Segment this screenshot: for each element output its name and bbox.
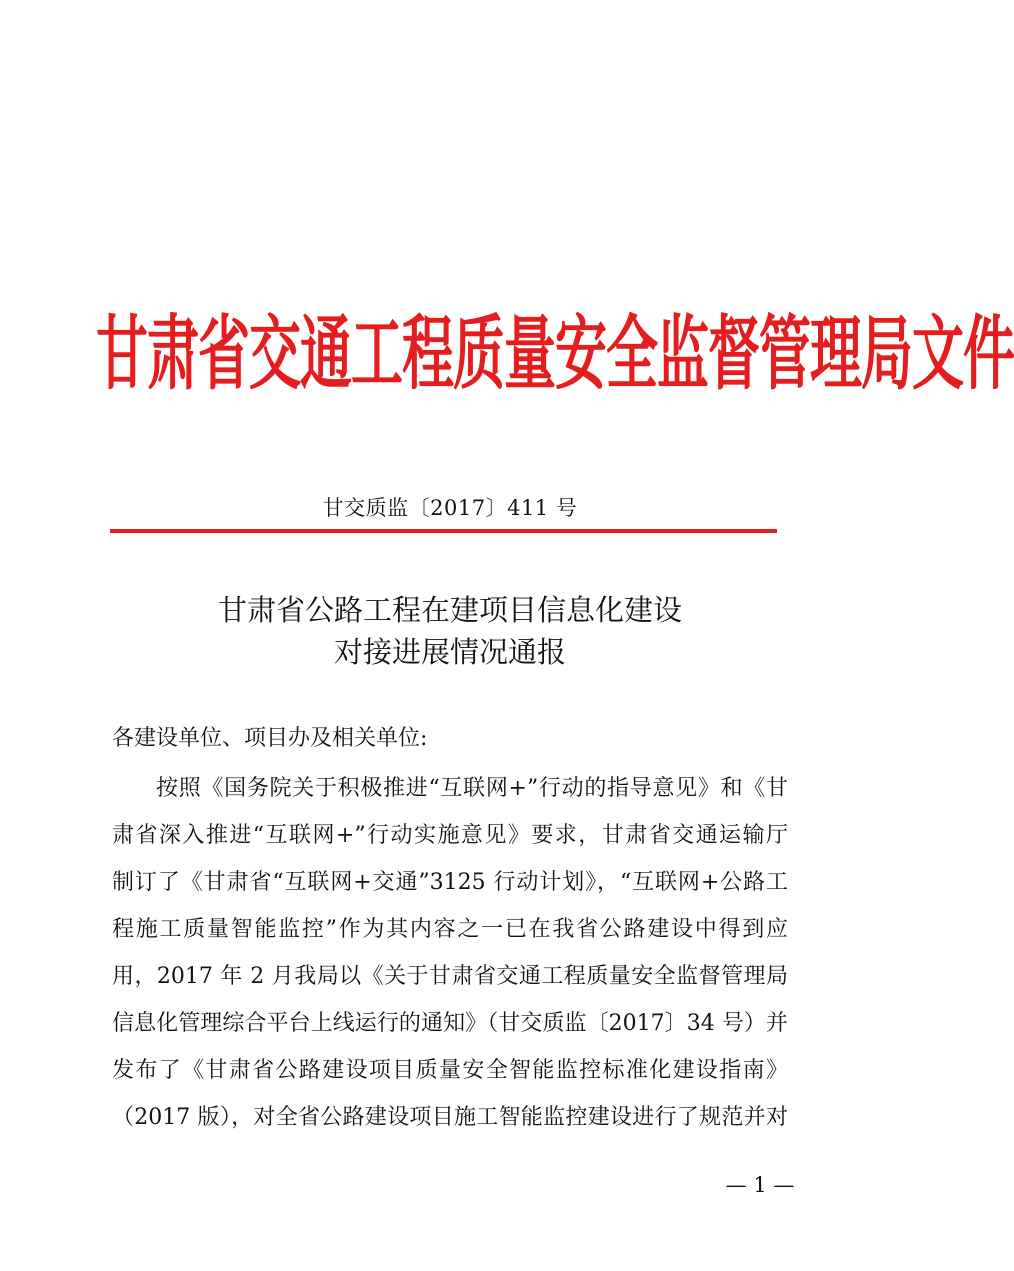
salutation: 各建设单位、项目办及相关单位: [112, 726, 428, 751]
body-text-line: 发布了《甘肃省公路建设项目质量安全智能监控标准化建设指南》 [112, 1058, 788, 1083]
body-text-line: 制订了《甘肃省“互联网+交通”3125 行动计划》，“互联网+公路工 [112, 870, 788, 895]
document-title-line-1: 甘肃省公路工程在建项目信息化建设 [217, 593, 682, 627]
body-text-line: （2017 版），对全省公路建设项目施工智能监控建设进行了规范并对 [112, 1105, 788, 1130]
body-text-line: 按照《国务院关于积极推进“互联网+”行动的指导意见》和《甘 [156, 776, 788, 801]
body-text-line: 程施工质量智能监控”作为其内容之一已在我省公路建设中得到应 [112, 917, 788, 942]
document-number: 甘交质监〔2017〕411 号 [322, 496, 578, 520]
document-masthead: 甘肃省交通工程质量安全监督管理局文件 [96, 308, 1014, 402]
body-text-line: 用，2017 年 2 月我局以《关于甘肃省交通工程质量安全监督管理局 [112, 964, 788, 989]
document-title-line-2: 对接进展情况通报 [333, 635, 566, 669]
page-number: — 1 — [725, 1173, 795, 1197]
body-text-line: 信息化管理综合平台上线运行的通知》（甘交质监〔2017〕34 号）并 [112, 1011, 788, 1036]
red-divider-line [110, 529, 777, 533]
body-text-line: 肃省深入推进“互联网+”行动实施意见》要求，甘肃省交通运输厅 [112, 823, 788, 848]
